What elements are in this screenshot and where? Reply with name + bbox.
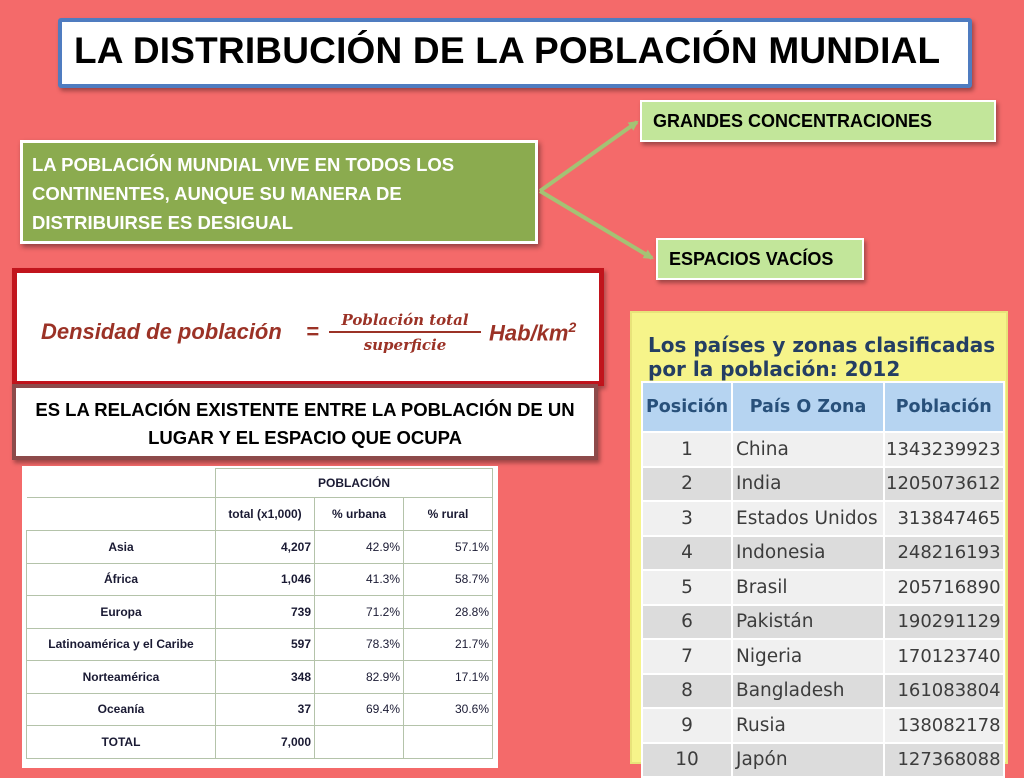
rank-population: 161083804: [884, 674, 1004, 709]
table-row: [27, 596, 493, 629]
tag-espacios-vacios: [656, 238, 864, 280]
region-name: África: [27, 563, 216, 596]
region-rural: 28.8%: [404, 596, 493, 629]
arrow-to-vacios: [540, 191, 652, 258]
region-urbana: 71.2%: [315, 596, 404, 629]
region-total: 739: [216, 596, 315, 629]
tag-grandes-label: GRANDES CONCENTRACIONES: [653, 111, 933, 131]
region-urbana: 41.3%: [315, 563, 404, 596]
col-urbana-header: % urbana: [315, 498, 404, 531]
rank-population: 205716890: [884, 570, 1004, 605]
population-group-header: POBLACIÓN: [216, 469, 493, 498]
density-formula: [41, 311, 577, 354]
col-rural-header: % rural: [404, 498, 493, 531]
rank-position: 6: [642, 605, 732, 640]
rank-position: 8: [642, 674, 732, 709]
arrow-to-grandes: [540, 122, 637, 191]
region-rural: 57.1%: [404, 531, 493, 564]
rank-country: India: [732, 467, 884, 502]
tag-grandes-concentraciones: [640, 100, 996, 142]
formula-unit-text: Hab/km: [489, 320, 569, 346]
table-row: [27, 628, 493, 661]
rank-population: 248216193: [884, 536, 1004, 571]
col-pais-header: País O Zona: [732, 382, 884, 432]
main-statement-text: LA POBLACIÓN MUNDIAL VIVE EN TODOS LOS CONTINENTES, AUNQUE SU MANERA DE DISTRIBUIRSE ES DESIGUAL: [32, 154, 455, 233]
rank-position: 1: [642, 432, 732, 467]
formula-lhs: Densidad de población: [41, 319, 282, 344]
ranking-title: Los países y zonas clasificadas por la población: 2012: [648, 333, 996, 381]
table-row: [642, 605, 1004, 640]
rank-country: China: [732, 432, 884, 467]
region-total: 37: [216, 693, 315, 726]
col-posicion-header: Posición: [642, 382, 732, 432]
table-row: [27, 661, 493, 694]
rank-country: Estados Unidos: [732, 501, 884, 536]
definition-text: ES LA RELACIÓN EXISTENTE ENTRE LA POBLACIÓN DE UN LUGAR Y EL ESPACIO QUE OCUPA: [35, 399, 575, 448]
rank-country: Brasil: [732, 570, 884, 605]
region-name: Latinoamérica y el Caribe: [27, 628, 216, 661]
region-name: TOTAL: [27, 726, 216, 759]
slide-title: LA DISTRIBUCIÓN DE LA POBLACIÓN MUNDIAL: [74, 30, 941, 71]
col-total-header: total (x1,000): [216, 498, 315, 531]
rank-country: Bangladesh: [732, 674, 884, 709]
region-name: Oceanía: [27, 693, 216, 726]
table-row: [642, 467, 1004, 502]
table-row-total: [27, 726, 493, 759]
region-total: 597: [216, 628, 315, 661]
rank-country: Pakistán: [732, 605, 884, 640]
formula-fraction: [329, 311, 481, 354]
region-total: 348: [216, 661, 315, 694]
rank-country: Rusia: [732, 708, 884, 743]
rank-population: 1205073612: [884, 467, 1004, 502]
region-name: Europa: [27, 596, 216, 629]
formula-unit-exponent: 2: [568, 319, 577, 335]
rank-position: 3: [642, 501, 732, 536]
rank-population: 170123740: [884, 639, 1004, 674]
table-row: [642, 536, 1004, 571]
table-row: [642, 639, 1004, 674]
region-urbana: 42.9%: [315, 531, 404, 564]
formula-denominator: superficie: [363, 336, 447, 354]
col-poblacion-header: Población: [884, 382, 1004, 432]
table-row: [27, 563, 493, 596]
rank-country: Japón: [732, 743, 884, 778]
region-rural: 17.1%: [404, 661, 493, 694]
region-rural: 30.6%: [404, 693, 493, 726]
table-row: [27, 531, 493, 564]
table-row: [642, 432, 1004, 467]
rank-population: 1343239923: [884, 432, 1004, 467]
region-urbana: 69.4%: [315, 693, 404, 726]
rank-position: 10: [642, 743, 732, 778]
definition-box: [12, 384, 598, 460]
rank-position: 9: [642, 708, 732, 743]
formula-numerator: Población total: [329, 311, 481, 333]
region-total: 1,046: [216, 563, 315, 596]
formula-unit: [489, 319, 576, 346]
rank-position: 7: [642, 639, 732, 674]
continents-table-image: [22, 466, 498, 768]
rank-position: 4: [642, 536, 732, 571]
region-name: Asia: [27, 531, 216, 564]
region-rural: 58.7%: [404, 563, 493, 596]
density-formula-box: [12, 268, 604, 386]
rank-population: 138082178: [884, 708, 1004, 743]
rank-population: 190291129: [884, 605, 1004, 640]
region-urbana: 82.9%: [315, 661, 404, 694]
table-row: [642, 570, 1004, 605]
rank-country: Indonesia: [732, 536, 884, 571]
table-row: [642, 674, 1004, 709]
ranking-table: [641, 381, 1005, 778]
table-row: [642, 501, 1004, 536]
rank-position: 5: [642, 570, 732, 605]
region-rural: [404, 726, 493, 759]
table-row: [27, 693, 493, 726]
region-total: 7,000: [216, 726, 315, 759]
region-urbana: [315, 726, 404, 759]
table-row: [642, 708, 1004, 743]
rank-country: Nigeria: [732, 639, 884, 674]
region-rural: 21.7%: [404, 628, 493, 661]
ranking-panel: [630, 311, 1008, 771]
table-row: [642, 743, 1004, 778]
tag-vacios-label: ESPACIOS VACÍOS: [669, 249, 834, 269]
formula-equals: =: [306, 319, 319, 344]
region-urbana: 78.3%: [315, 628, 404, 661]
region-total: 4,207: [216, 531, 315, 564]
rank-population: 127368088: [884, 743, 1004, 778]
rank-position: 2: [642, 467, 732, 502]
continents-table: [26, 468, 493, 759]
region-name: Norteamérica: [27, 661, 216, 694]
rank-population: 313847465: [884, 501, 1004, 536]
